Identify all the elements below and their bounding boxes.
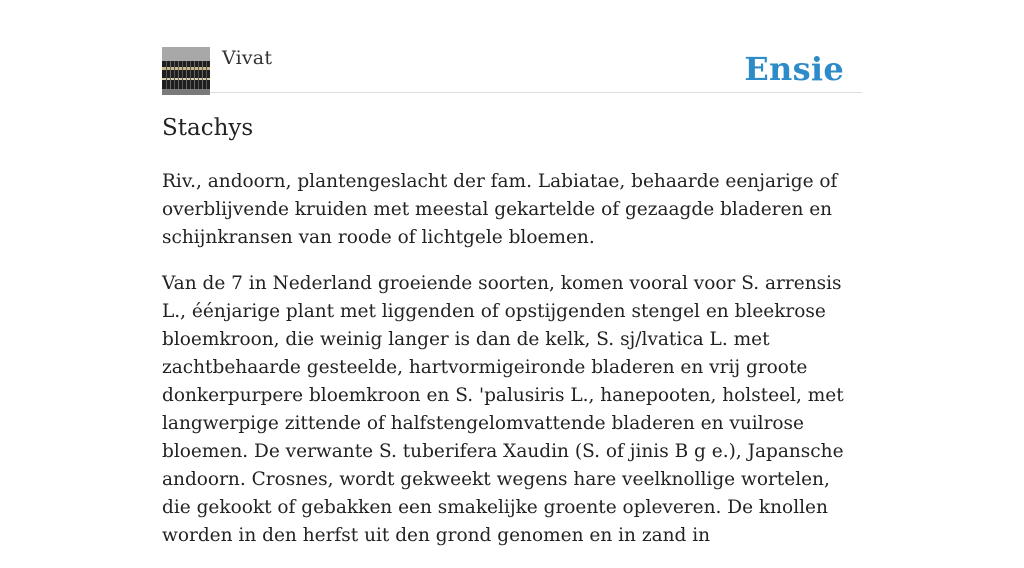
article-paragraph: Van de 7 in Nederland groeiende soorten, komen vooral voor S. arrensis L., éénjarige plant met liggenden of opstijgenden stengel en bleekrose bloemkroon, die weinig langer is dan de kelk, S. sj/lvatica L. met zachtbehaarde gesteelde, hartvormigeironde bladeren en vrij groote donkerpurpere bloemkroon en S. 'palusiris L., hanepooten, holsteel, met langwerpige zittende of halfstengelomvattende bladeren en vuilrose bloemen. De verwante S. tuberifera Xaudin (S. of jinis B g e.), Japansche andoorn. Crosnes, wordt gekweekt wegens hare veelknollige wortelen, die gekookt of gebakken een smakelijke groente opleveren. De knollen worden in den herfst uit den grond genomen en in zand in [162, 273, 844, 546]
book-spines-avatar-icon [162, 47, 210, 95]
article-body [162, 168, 862, 568]
header [162, 46, 862, 93]
article-paragraph: Riv., andoorn, plantengeslacht der fam. Labiatae, behaarde eenjarige of overblijvende kruiden met meestal gekartelde of gezaagde bladeren en schijnkransen van roode of lichtgele bloemen. [162, 171, 838, 248]
author-name[interactable]: Vivat [222, 47, 273, 69]
author-avatar[interactable] [162, 47, 210, 95]
article-title: Stachys [162, 115, 254, 141]
brand-logo[interactable]: Ensie [744, 50, 844, 88]
